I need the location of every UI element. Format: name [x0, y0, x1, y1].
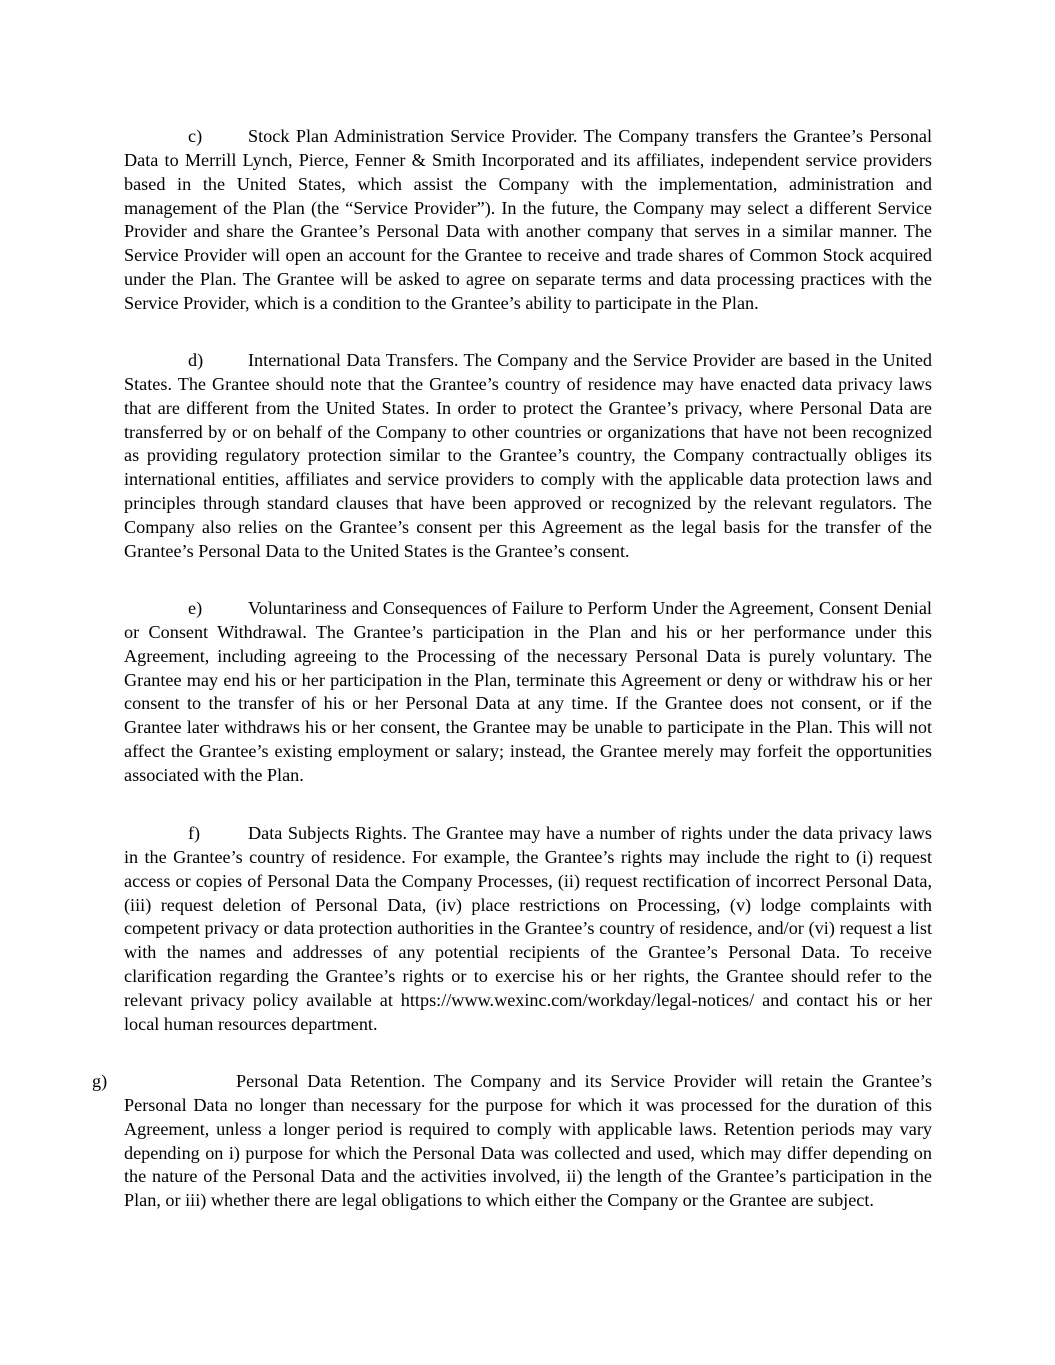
- paragraph-f: [124, 822, 932, 1037]
- paragraph-text: Data Subjects Rights. The Grantee may have a number of rights under the data privacy laws in the Grantee’s country of residence. For example, the Grantee’s rights may include the right to (i) request access or copies of Personal Data the Company Processes, (ii) request rectification of incorrect Personal Data, (iii) request deletion of Personal Data, (iv) place restrictions on Processing, (v) lodge complaints with competent privacy or data protection authorities in the Grantee’s country of residence, and/or (vi) request a list with the names and addresses of any potential recipients of the Grantee’s Personal Data. To receive clarification regarding the Grantee’s rights or to exercise his or her rights, the Grantee should refer to the relevant privacy policy available at https://www.wexinc.com/workday/legal-notices/ and contact his or her local human resources department.: [124, 823, 932, 1034]
- paragraph-text: Voluntariness and Consequences of Failure to Perform Under the Agreement, Consent Denial or Consent Withdrawal. The Grantee’s participation in the Plan and his or her performance under this Agreement, including agreeing to the Processing of the necessary Personal Data is purely voluntary. The Grantee may end his or her participation in the Plan, terminate this Agreement or deny or withdraw his or her consent to the transfer of his or her Personal Data at any time. If the Grantee does not consent, or if the Grantee later withdraws his or her consent, the Grantee may be unable to participate in the Plan. This will not affect the Grantee’s existing employment or salary; instead, the Grantee merely may forfeit the opportunities associated with the Plan.: [124, 598, 932, 785]
- paragraph-g: [124, 1070, 932, 1213]
- paragraph-marker: g): [92, 1071, 108, 1091]
- paragraph-marker: f): [188, 823, 201, 843]
- paragraph-d: [124, 349, 932, 564]
- paragraph-c: [124, 125, 932, 316]
- paragraph-e: [124, 597, 932, 788]
- paragraph-marker: e): [188, 598, 203, 618]
- paragraph-text: Personal Data Retention. The Company and its Service Provider will retain the Grantee’s Personal Data no longer than necessary for the purpose for which it was processed for the duration of this Agreement, unless a longer period is required to comply with applicable laws. Retention periods may vary depending on i) purpose for which the Personal Data was collected and used, which may differ depending on the nature of the Personal Data and the activities involved, ii) the length of the Grantee’s participation in the Plan, or iii) whether there are legal obligations to which either the Company or the Grantee are subject.: [124, 1071, 932, 1211]
- paragraph-marker: c): [188, 126, 203, 146]
- paragraph-text: Stock Plan Administration Service Provider. The Company transfers the Grantee’s Personal Data to Merrill Lynch, Pierce, Fenner & Smith Incorporated and its affiliates, independent service providers based in the United States, which assist the Company with the implementation, administration and management of the Plan (the “Service Provider”). In the future, the Company may select a different Service Provider and share the Grantee’s Personal Data with another company that serves in a similar manner. The Service Provider will open an account for the Grantee to receive and trade shares of Common Stock acquired under the Plan. The Grantee will be asked to agree on separate terms and data processing practices with the Service Provider, which is a condition to the Grantee’s ability to participate in the Plan.: [124, 126, 932, 313]
- paragraph-text: International Data Transfers. The Company and the Service Provider are based in the United States. The Grantee should note that the Grantee’s country of residence may have enacted data privacy laws that are different from the United States. In order to protect the Grantee’s privacy, where Personal Data are transferred by or on behalf of the Company to other countries or organizations that have not been recognized as providing regulatory protection similar to the Grantee’s country, the Company contractually obliges its international entities, affiliates and service providers to comply with the applicable data protection laws and principles through standard clauses that have been approved or recognized by the relevant regulators. The Company also relies on the Grantee’s consent per this Agreement as the legal basis for the transfer of the Grantee’s Personal Data to the United States is the Grantee’s consent.: [124, 350, 932, 561]
- paragraph-marker: d): [188, 350, 204, 370]
